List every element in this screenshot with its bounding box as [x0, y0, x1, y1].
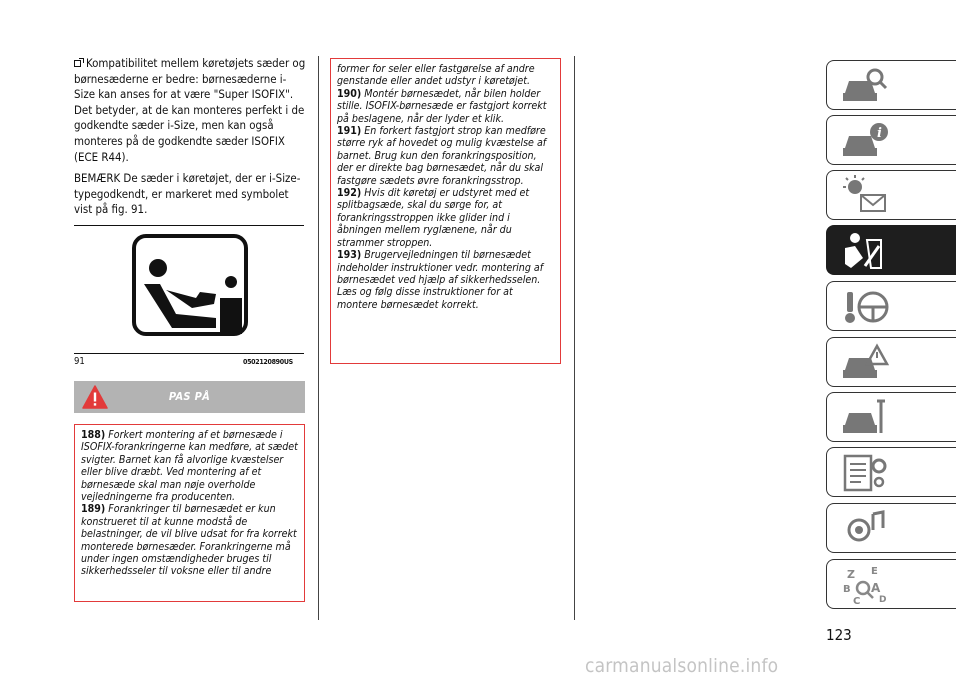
warning-box-left: [74, 424, 305, 602]
light-envelope-icon: [841, 175, 889, 217]
page-number: 123: [826, 626, 852, 644]
isofix-child-seat-symbol-icon: [130, 232, 250, 344]
warning-header: [74, 381, 305, 413]
column-divider-left: [318, 56, 319, 620]
warning-item-text: Forkert montering af et børnesæde i ISOFIX-forankringerne kan medføre, at sædet svigter. Barnet kan få alvorlige kvæstelser eller blive dræbt. Ved montering af et børnesæde skal man nøje overholde vejledningerne fra producenten.: [81, 429, 298, 504]
warning-continuation: former for seler eller fastgørelse af andre genstande eller andet udstyr i køretøjet.: [337, 63, 535, 88]
figure-code: 0502120890US: [243, 358, 293, 366]
svg-text:Z: Z: [847, 568, 855, 581]
warning-item: [81, 429, 298, 503]
warning-item-text: Brugervejledningen til børnesædet indeholder instruktioner vedr. montering af børnesædet ved hjælp af sikkerhedsselen. Læs og følg disse instruktioner for at montere børnesædet korrekt.: [337, 249, 544, 311]
svg-text:i: i: [877, 126, 882, 141]
column-divider-right: [574, 56, 575, 620]
chapter-tab-multimedia[interactable]: [826, 503, 956, 553]
warning-item-number: 188): [81, 429, 106, 441]
svg-text:B: B: [843, 584, 851, 595]
safety-person-airbag-icon: [841, 230, 889, 272]
warning-item-number: 192): [337, 187, 362, 200]
warning-item-text: Forankringer til børnesædet er kun konstrueret til at kunne modstå de belastninger, de vil blive udsat for fra korrekt monterede børnesæder. Forankringerne må under ingen omstændigheder bruges til sikkerhedsseler til voksne eller til andre: [81, 503, 297, 578]
warning-item-text: Hvis dit køretøj er udstyret med et splitbagsæde, skal du sørge for, at forankringsstroppen ikke glider ind i åbningen mellem ryglænene, når du strammer stroppen.: [337, 187, 530, 249]
car-search-icon: [841, 65, 889, 107]
warning-item-text: En forkert fastgjort strop kan medføre større ryk af hovedet og mulig kvæstelse af barnet. Brug kun den forankringsposition, der er direkte bag børnesædet, når du skal fastgøre sædets øvre forankringsstrop.: [337, 125, 547, 187]
figure-top-rule: [74, 225, 304, 226]
warning-item-text: Montér børnesædet, når bilen holder stille. ISOFIX-børnesæde er fastgjort korrekt på beslagene, når der lyder et klik.: [337, 87, 547, 125]
warning-item: [337, 249, 554, 311]
chapter-tab-lights[interactable]: [826, 170, 956, 220]
chapter-tab-safety[interactable]: [826, 225, 956, 275]
car-info-icon: [841, 120, 889, 162]
chapter-tab-knowing[interactable]: [826, 115, 956, 165]
chapter-tab-technical[interactable]: [826, 447, 956, 497]
left-column: [74, 56, 306, 224]
warning-item: [81, 503, 298, 577]
key-steering-wheel-icon: [841, 286, 889, 328]
warning-box-right: [330, 58, 561, 364]
chapter-tab-maintenance[interactable]: [826, 392, 956, 442]
figure-bottom-rule: [74, 353, 304, 354]
warning-item: [337, 88, 554, 125]
figure-number: 91: [74, 356, 85, 367]
chapter-tab-starting[interactable]: [826, 281, 956, 331]
paragraph-1-text: Kompatibilitet mellem køretøjets sæder og børnesæderne er bedre: børnesæderne i-Size kan anses for at være "Super ISOFIX". Det betyder, at de kan monteres perfekt i de godkendte sæder i-Size, men kan også monteres på de godkendte sæder ISOFIX (ECE R44).: [74, 56, 306, 164]
chapter-tab-emergency[interactable]: [826, 337, 956, 387]
svg-text:D: D: [879, 595, 887, 605]
chapter-tab-dashboard[interactable]: [826, 60, 956, 110]
watermark: carmanualsonline.info: [585, 655, 779, 677]
warning-item-number: 190): [337, 87, 362, 100]
spec-sheet-gear-icon: [841, 452, 889, 494]
chapter-tab-index[interactable]: [826, 559, 956, 609]
car-warning-icon: [841, 342, 889, 384]
warning-item: [337, 187, 554, 249]
paragraph-compatibility: [74, 56, 306, 165]
warning-title: PAS PÅ: [168, 390, 211, 403]
svg-text:C: C: [853, 596, 861, 606]
svg-text:A: A: [871, 581, 881, 595]
warning-item-number: 191): [337, 125, 362, 138]
alphabetical-index-icon: [841, 564, 889, 606]
warning-item: [337, 125, 554, 187]
svg-text:E: E: [871, 566, 878, 577]
warning-item-number: 189): [81, 503, 106, 516]
bullet-box-icon: [74, 60, 81, 67]
multimedia-icon: [841, 508, 889, 550]
warning-item-number: 193): [337, 249, 362, 262]
paragraph-note: BEMÆRK De sæder i køretøjet, der er i-Size-typegodkendt, er markeret med symbolet vist på fig. 91.: [74, 171, 301, 217]
car-tools-icon: [841, 397, 889, 439]
